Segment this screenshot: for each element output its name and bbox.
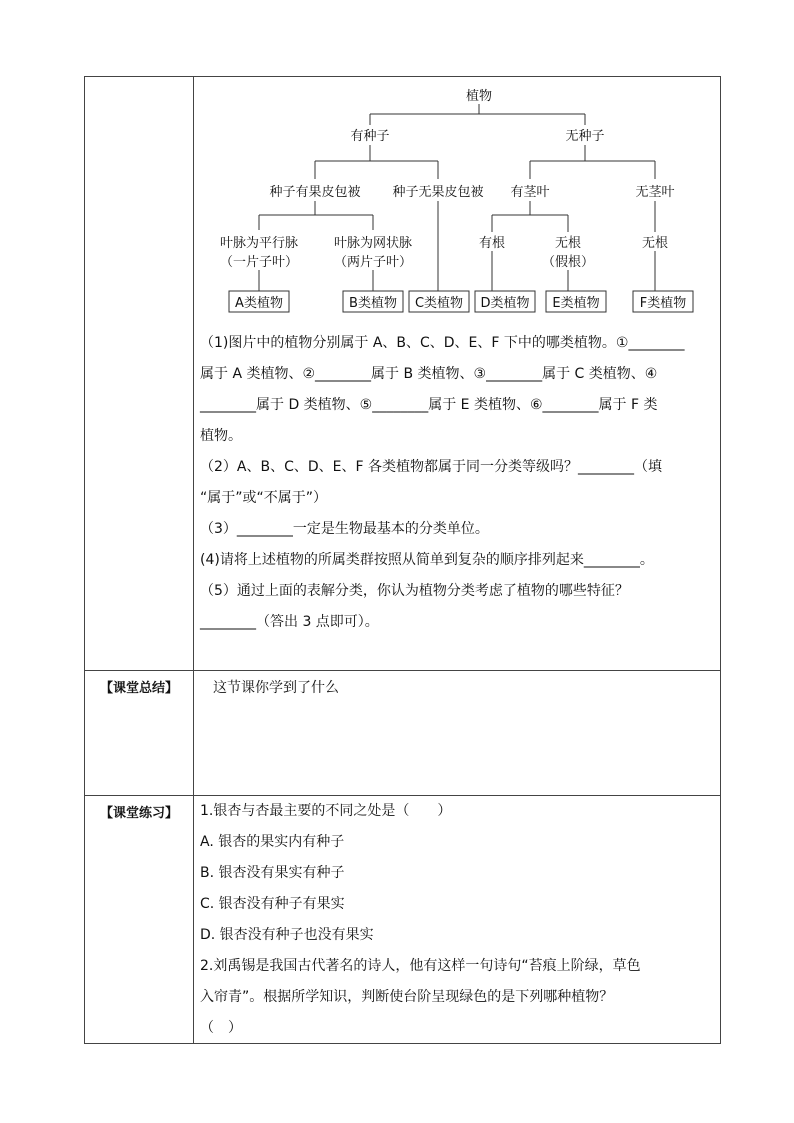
question-1-line-3: ________属于 D 类植物、⑤________属于 E 类植物、⑥________属于 F 类	[200, 397, 658, 413]
tree-box-b: B类植物	[349, 296, 397, 311]
question-5-line-2: ________（答出 3 点即可）。	[200, 614, 379, 630]
tree-node-no-root: 无根	[554, 236, 582, 251]
practice-q1-option-a: A. 银杏的果实内有种子	[200, 834, 345, 850]
practice-q1-option-b: B. 银杏没有果实有种子	[200, 865, 345, 881]
tree-node-no-root-f: 无根	[641, 236, 669, 251]
tree-box-f: F类植物	[639, 296, 687, 311]
practice-q1: 1.银杏与杏最主要的不同之处是（ ）	[200, 803, 452, 819]
practice-q1-option-d: D. 银杏没有种子也没有果实	[200, 927, 374, 943]
worksheet-table	[84, 76, 721, 1044]
tree-box-a: A类植物	[235, 296, 283, 311]
tree-node-dicot: （两片子叶）	[333, 255, 413, 270]
tree-node-pseudo-root: （假根）	[541, 255, 595, 270]
practice-label: 【课堂练习】	[99, 806, 178, 821]
tree-node-no-stem-leaf: 无茎叶	[635, 185, 675, 200]
tree-box-c: C类植物	[414, 296, 464, 311]
question-4: (4)请将上述植物的所属类群按照从简单到复杂的顺序排列起来________。	[200, 552, 654, 568]
tree-box-d: D类植物	[480, 296, 530, 311]
tree-node-has-root: 有根	[478, 236, 506, 251]
row-divider	[85, 670, 720, 671]
tree-box-e: E类植物	[552, 296, 600, 311]
question-1-line-4: 植物。	[200, 428, 242, 444]
tree-root: 植物	[465, 89, 493, 104]
practice-q1-option-c: C. 银杏没有种子有果实	[200, 896, 345, 912]
practice-q2-line-1: 2.刘禹锡是我国古代著名的诗人，他有这样一句诗句“苔痕上阶绿，草色	[200, 958, 641, 974]
question-3: （3）________一定是生物最基本的分类单位。	[200, 521, 489, 537]
question-5-line-1: （5）通过上面的表解分类，你认为植物分类考虑了植物的哪些特征？	[200, 583, 629, 599]
tree-node-naked-seed: 种子无果皮包被	[392, 185, 484, 200]
question-1-line-1: （1)图片中的植物分别属于 A、B、C、D、E、F 下中的哪类植物。①________	[200, 335, 685, 351]
plant-classification-tree	[193, 77, 720, 322]
practice-q2-line-2: 入帘青”。根据所学知识，判断使台阶呈现绿色的是下列哪种植物？	[200, 989, 614, 1005]
question-1-line-2: 属于 A 类植物、②________属于 B 类植物、③________属于 C 类植物、④	[200, 366, 658, 382]
tree-node-no-seed: 无种子	[565, 129, 605, 144]
question-2-line-1: （2）A、B、C、D、E、F 各类植物都属于同一分类等级吗？________（填	[200, 459, 662, 475]
tree-node-parallel-vein: 叶脉为平行脉	[219, 236, 299, 251]
practice-q2-line-3: （ ）	[200, 1020, 242, 1036]
summary-label: 【课堂总结】	[99, 681, 178, 696]
questions-block	[200, 328, 714, 638]
practice-block	[200, 796, 714, 1044]
tree-node-monocot: （一片子叶）	[219, 255, 299, 270]
summary-text: 这节课你学到了什么	[213, 680, 339, 696]
question-2-line-2: “属于”或“不属于”）	[200, 490, 328, 506]
tree-node-has-stem-leaf: 有茎叶	[510, 185, 550, 200]
tree-node-has-seed: 有种子	[350, 129, 390, 144]
tree-node-enclosed-seed: 种子有果皮包被	[269, 185, 361, 200]
tree-node-net-vein: 叶脉为网状脉	[333, 236, 413, 251]
